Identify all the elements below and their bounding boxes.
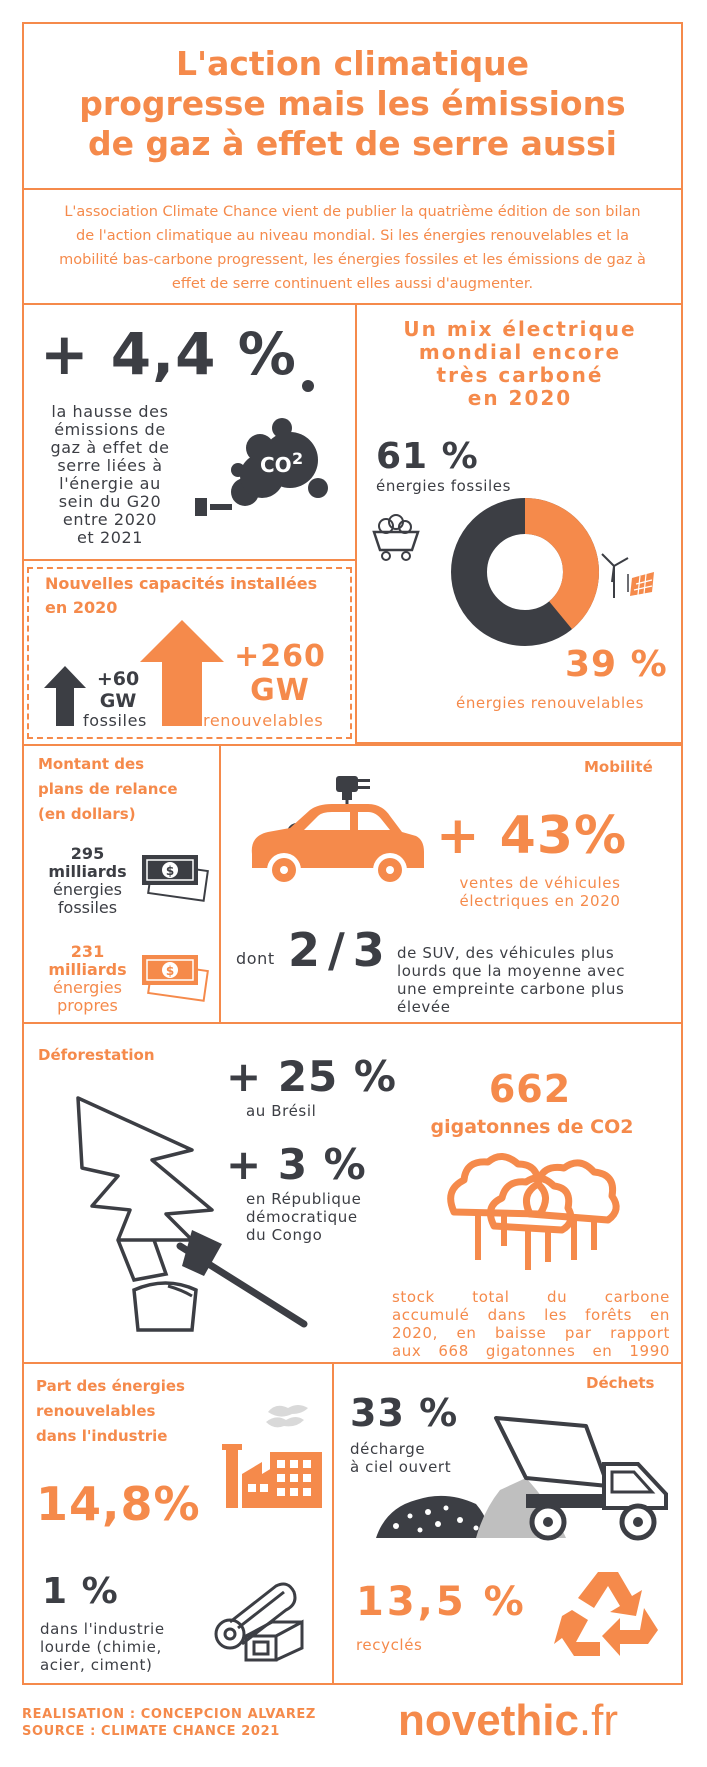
recycle-icon <box>560 1568 660 1660</box>
heavy-industry-label: dans l'industrie lourde (chimie, acier, ciment) <box>40 1620 165 1674</box>
forest-stock-value: 662 <box>488 1067 572 1111</box>
relance-title: Montant des plans de relance (en dollars) <box>38 755 178 823</box>
renew-share-value: 39 % <box>565 644 668 685</box>
brazil-value: + 25 % <box>226 1052 397 1101</box>
recycled-value: 13,5 % <box>356 1579 527 1625</box>
industry-title: Part des énergies renouvelables dans l'industrie <box>36 1377 185 1445</box>
industry-renew-value: 14,8% <box>36 1477 201 1531</box>
dump-truck-icon <box>376 1420 676 1560</box>
capacities-title: Nouvelles capacités installées en 2020 <box>45 574 318 617</box>
co2-cloud-icon <box>190 380 340 520</box>
coal-cart-icon <box>372 512 420 562</box>
svg-text:$: $ <box>165 864 175 878</box>
money-fossil-icon <box>140 853 210 899</box>
recycled-label: recyclés <box>356 1636 423 1654</box>
fossil-share-label: énergies fossiles <box>376 477 512 495</box>
page-title: L'action climatique progresse mais les émissions de gaz à effet de serre aussi <box>79 44 626 163</box>
ev-sales-value: + 43% <box>436 806 628 866</box>
fossil-capacity-value: +60 GW <box>96 668 140 712</box>
landfill-label: décharge à ciel ouvert <box>350 1440 452 1476</box>
renew-capacity-label: renouvelables <box>203 711 324 730</box>
forest-icon <box>444 1150 624 1275</box>
intro-text: L'association Climate Chance vient de publier la quatrième édition de son bilan de l'action climatique au niveau mondial. Si les énergies renouvelables et la mobilité bas-carbone progressent, les énergies fossiles et les émissions de gaz à effet de serre continuent elles aussi d'augmenter. <box>59 204 646 292</box>
mix-title: Un mix électrique mondial encore très carboné en 2020 <box>403 317 637 410</box>
fossil-share-value: 61 % <box>376 436 479 477</box>
brand-name: novethic <box>398 1696 579 1745</box>
congo-label: en République démocratique du Congo <box>246 1190 362 1244</box>
footer-credits: REALISATION : CONCEPCION ALVAREZ SOURCE : CLIMATE CHANCE 2021 <box>22 1707 316 1739</box>
mix-donut-chart <box>450 497 600 647</box>
co2-subscript: 2 <box>292 449 304 468</box>
steel-materials-icon <box>208 1578 318 1664</box>
fossil-arrow-icon <box>44 666 86 726</box>
electric-car-icon <box>240 772 430 897</box>
fossil-capacity-label: fossiles <box>83 711 147 730</box>
landfill-value: 33 % <box>350 1391 459 1435</box>
ev-sales-description: ventes de véhicules électriques en 2020 <box>459 874 621 910</box>
brazil-label: au Brésil <box>246 1102 317 1120</box>
co2-label: CO <box>260 453 292 477</box>
relance-clean: 231 milliards énergies propres <box>48 942 127 1015</box>
factory-icon <box>222 1402 326 1512</box>
emissions-value: + 4,4 % <box>40 320 297 388</box>
renew-share-label: énergies renouvelables <box>456 694 645 712</box>
forest-stock-description: stock total du carbone accumulé dans les forêts en 2020, en baisse par rapport aux 668 gigatonnes en 1990 <box>392 1288 670 1360</box>
wind-solar-icon <box>598 548 656 600</box>
svg-text:$: $ <box>165 964 175 978</box>
brand-logo[interactable] <box>398 1696 618 1746</box>
heavy-industry-value: 1 % <box>42 1571 119 1612</box>
suv-description: de SUV, des véhicules plus lourds que la moyenne avec une empreinte carbone plus élevée <box>397 944 626 1016</box>
relance-fossil: 295 milliards énergies fossiles <box>48 844 127 917</box>
congo-value: + 3 % <box>226 1140 367 1189</box>
deforestation-title: Déforestation <box>38 1046 155 1064</box>
waste-title: Déchets <box>586 1374 655 1392</box>
suv-fraction: 2/3 <box>288 923 393 977</box>
dont-label: dont <box>236 949 275 968</box>
brand-tld: .fr <box>578 1696 619 1745</box>
forest-stock-unit: gigatonnes de CO2 <box>430 1116 634 1138</box>
mobility-title: Mobilité <box>584 758 653 776</box>
emissions-description: la hausse des émissions de gaz à effet de serre liées à l'énergie au sein du G20 entre 2020 et 2021 <box>50 402 170 547</box>
money-clean-icon <box>140 953 210 999</box>
renew-capacity-value: +260 GW <box>234 639 326 708</box>
